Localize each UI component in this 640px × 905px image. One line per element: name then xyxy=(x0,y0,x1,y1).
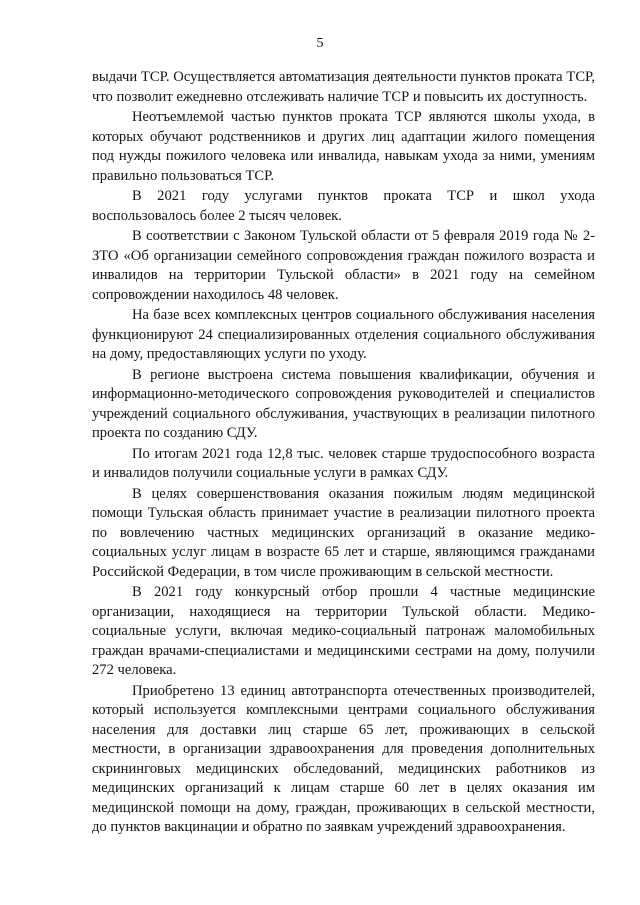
paragraph-continuation: выдачи ТСР. Осуществляется автоматизация деятельности пунктов проката ТСР, что позволит ежедневно отслеживать наличие ТСР и повысить их доступность. xyxy=(92,69,595,105)
paragraph-vehicles: Приобретено 13 единиц автотранспорта отечественных производителей, который используется комплексными центрами социального обслуживания населения для доставки лиц старше 65 лет, проживающих в сельской местности, в организации здравоохранения для проведения дополнительных скрининговых медицинских обследований, медицинских работников из медицинских организаций к лицам старше 60 лет в целях оказания им медицинской помощи на дому, граждан, проживающих в сельской местности, до пунктов вакцинации и обратно по заявкам учреждений здравоохранения. xyxy=(92,682,595,835)
page-number: 5 xyxy=(316,36,324,51)
paragraph-rental-usage: В 2021 году услугами пунктов проката ТСР и школ ухода воспользовалось более 2 тысяч человек. xyxy=(92,188,595,224)
paragraph-qualification-system: В регионе выстроена система повышения квалификации, обучения и информационно-методического сопровождения руководителей и специалистов учреждений социального обслуживания, участвующих в реализации пилотного проекта по созданию СДУ. xyxy=(92,366,595,441)
document-body xyxy=(92,68,595,839)
paragraph-private-clinics: В 2021 году конкурсный отбор прошли 4 частные медицинские организации, находящиеся на территории Тульской области. Медико-социальные услуги, включая медико-социальный патронаж маломобильных граждан врачами-специалистами и медицинскими сестрами на дому, получили 272 человека. xyxy=(92,584,595,678)
paragraph-sdu-results: По итогам 2021 года 12,8 тыс. человек старше трудоспособного возраста и инвалидов получили социальные услуги в рамках СДУ. xyxy=(92,445,595,481)
paragraph-home-care-departments: На базе всех комплексных центров социального обслуживания населения функционируют 24 специализированных отделения социального обслуживания на дому, предоставляющих услуги по уходу. xyxy=(92,307,595,362)
paragraph-care-schools: Неотъемлемой частью пунктов проката ТСР являются школы ухода, в которых обучают родственников и других лиц адаптации жилого помещения под нужды пожилого человека или инвалида, навыкам ухода за ними, умениям правильно пользоваться ТСР. xyxy=(92,109,595,184)
paragraph-family-support-law: В соответствии с Законом Тульской области от 5 февраля 2019 года № 2-ЗТО «Об организации семейного сопровождения граждан пожилого возраста и инвалидов на территории Тульской области» в 2021 году на семейном сопровождении находилось 48 человек. xyxy=(92,228,595,303)
paragraph-pilot-project: В целях совершенствования оказания пожилым людям медицинской помощи Тульская область принимает участие в реализации пилотного проекта по вовлечению частных медицинских организаций в оказание медико-социальных услуг лицам в возрасте 65 лет и старше, являющимся гражданами Российской Федерации, в том числе проживающим в сельской местности. xyxy=(92,485,595,580)
